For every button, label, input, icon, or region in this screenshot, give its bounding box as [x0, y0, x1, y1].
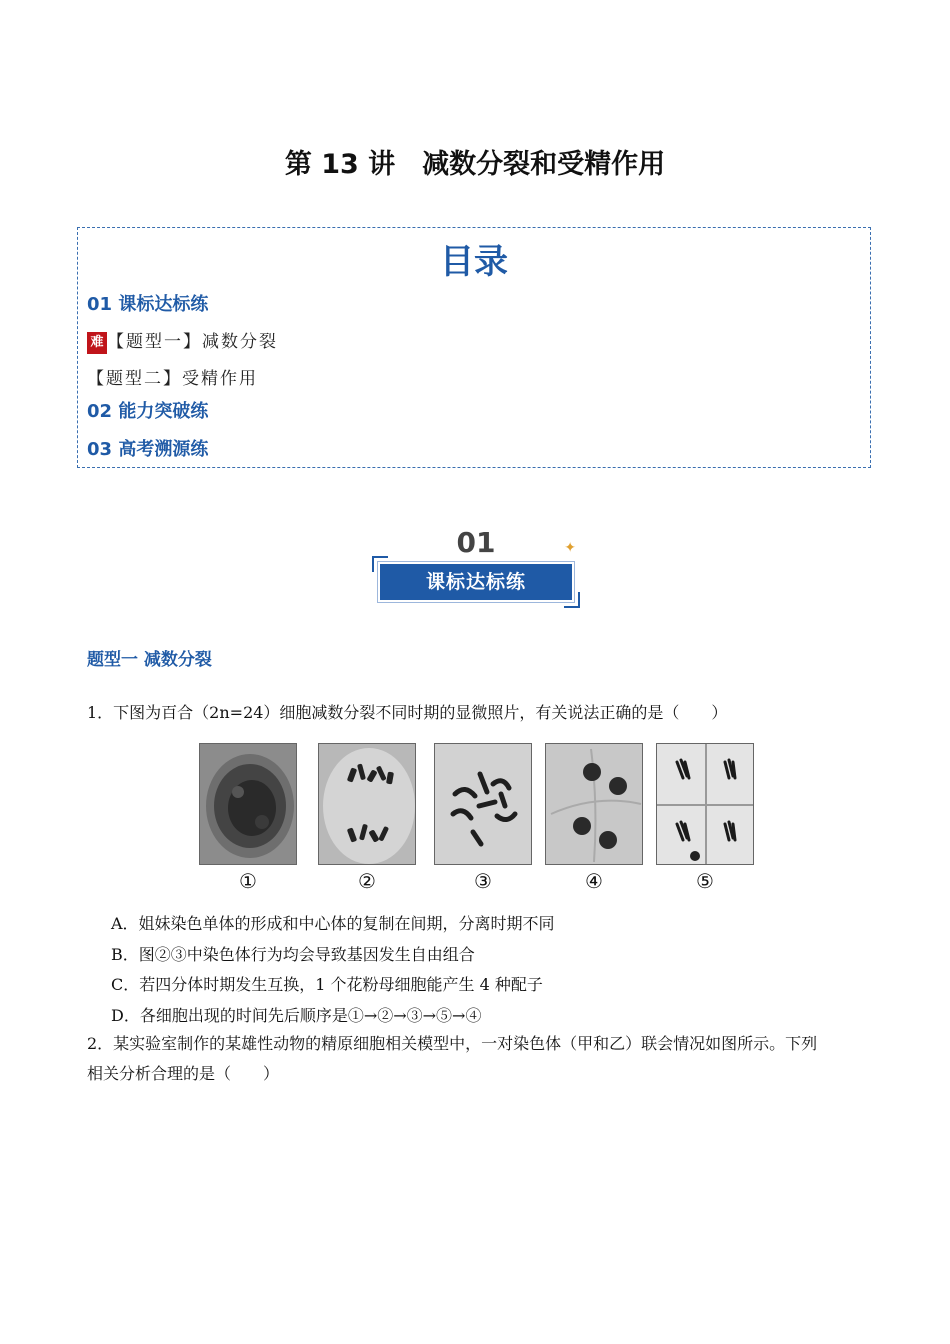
page-title: 第 13 讲 减数分裂和受精作用 — [284, 149, 666, 180]
difficulty-badge: 难 — [87, 332, 107, 354]
option-c[interactable]: C．若四分体时期发生互换，1 个花粉母细胞能产生 4 种配子 — [111, 975, 543, 994]
toc-item-section-03[interactable]: 03 高考溯源练 — [87, 439, 209, 460]
photo-label: ② — [358, 869, 376, 893]
option-d[interactable]: D．各细胞出现的时间先后顺序是①→②→③→⑤→④ — [111, 1006, 482, 1025]
toc-item-type-1[interactable] — [87, 327, 278, 354]
toc-heading: 目录 — [440, 242, 508, 282]
toc-item-label: 【题型一】减数分裂 — [107, 332, 278, 352]
micrograph-image — [545, 743, 643, 865]
question-1-stem: 1．下图为百合（2n=24）细胞减数分裂不同时期的显微照片，有关说法正确的是（ ） — [87, 703, 728, 722]
photo-label: ① — [239, 869, 257, 893]
photo-label: ④ — [585, 869, 603, 893]
toc-item-section-02[interactable]: 02 能力突破练 — [87, 401, 209, 422]
micrograph-image — [318, 743, 416, 865]
micrograph-image — [434, 743, 532, 865]
section-label: 课标达标练 — [425, 571, 526, 593]
question-2-stem-line-1: 2．某实验室制作的某雄性动物的精原细胞相关模型中，一对染色体（甲和乙）联会情况如图所示。下列 — [87, 1034, 818, 1053]
option-a[interactable]: A．姐妹染色单体的形成和中心体的复制在间期，分离时期不同 — [111, 914, 555, 933]
question-type-heading: 题型一 减数分裂 — [87, 650, 212, 670]
micrograph-image — [656, 743, 754, 865]
photo-label: ⑤ — [696, 869, 714, 893]
question-2-stem-line-2: 相关分析合理的是（ ） — [87, 1064, 280, 1083]
sparkle-icon: ✦ — [564, 540, 576, 556]
micrograph-strip — [199, 743, 754, 893]
micrograph-image — [199, 743, 297, 865]
table-of-contents — [77, 227, 871, 468]
photo-label: ③ — [474, 869, 492, 893]
option-b[interactable]: B．图②③中染色体行为均会导致基因发生自由组合 — [111, 945, 475, 964]
toc-item-section-01[interactable]: 01 课标达标练 — [87, 294, 209, 315]
toc-item-type-2[interactable]: 【题型二】受精作用 — [87, 369, 258, 389]
section-number: 01 — [456, 526, 496, 559]
section-banner — [370, 526, 582, 610]
